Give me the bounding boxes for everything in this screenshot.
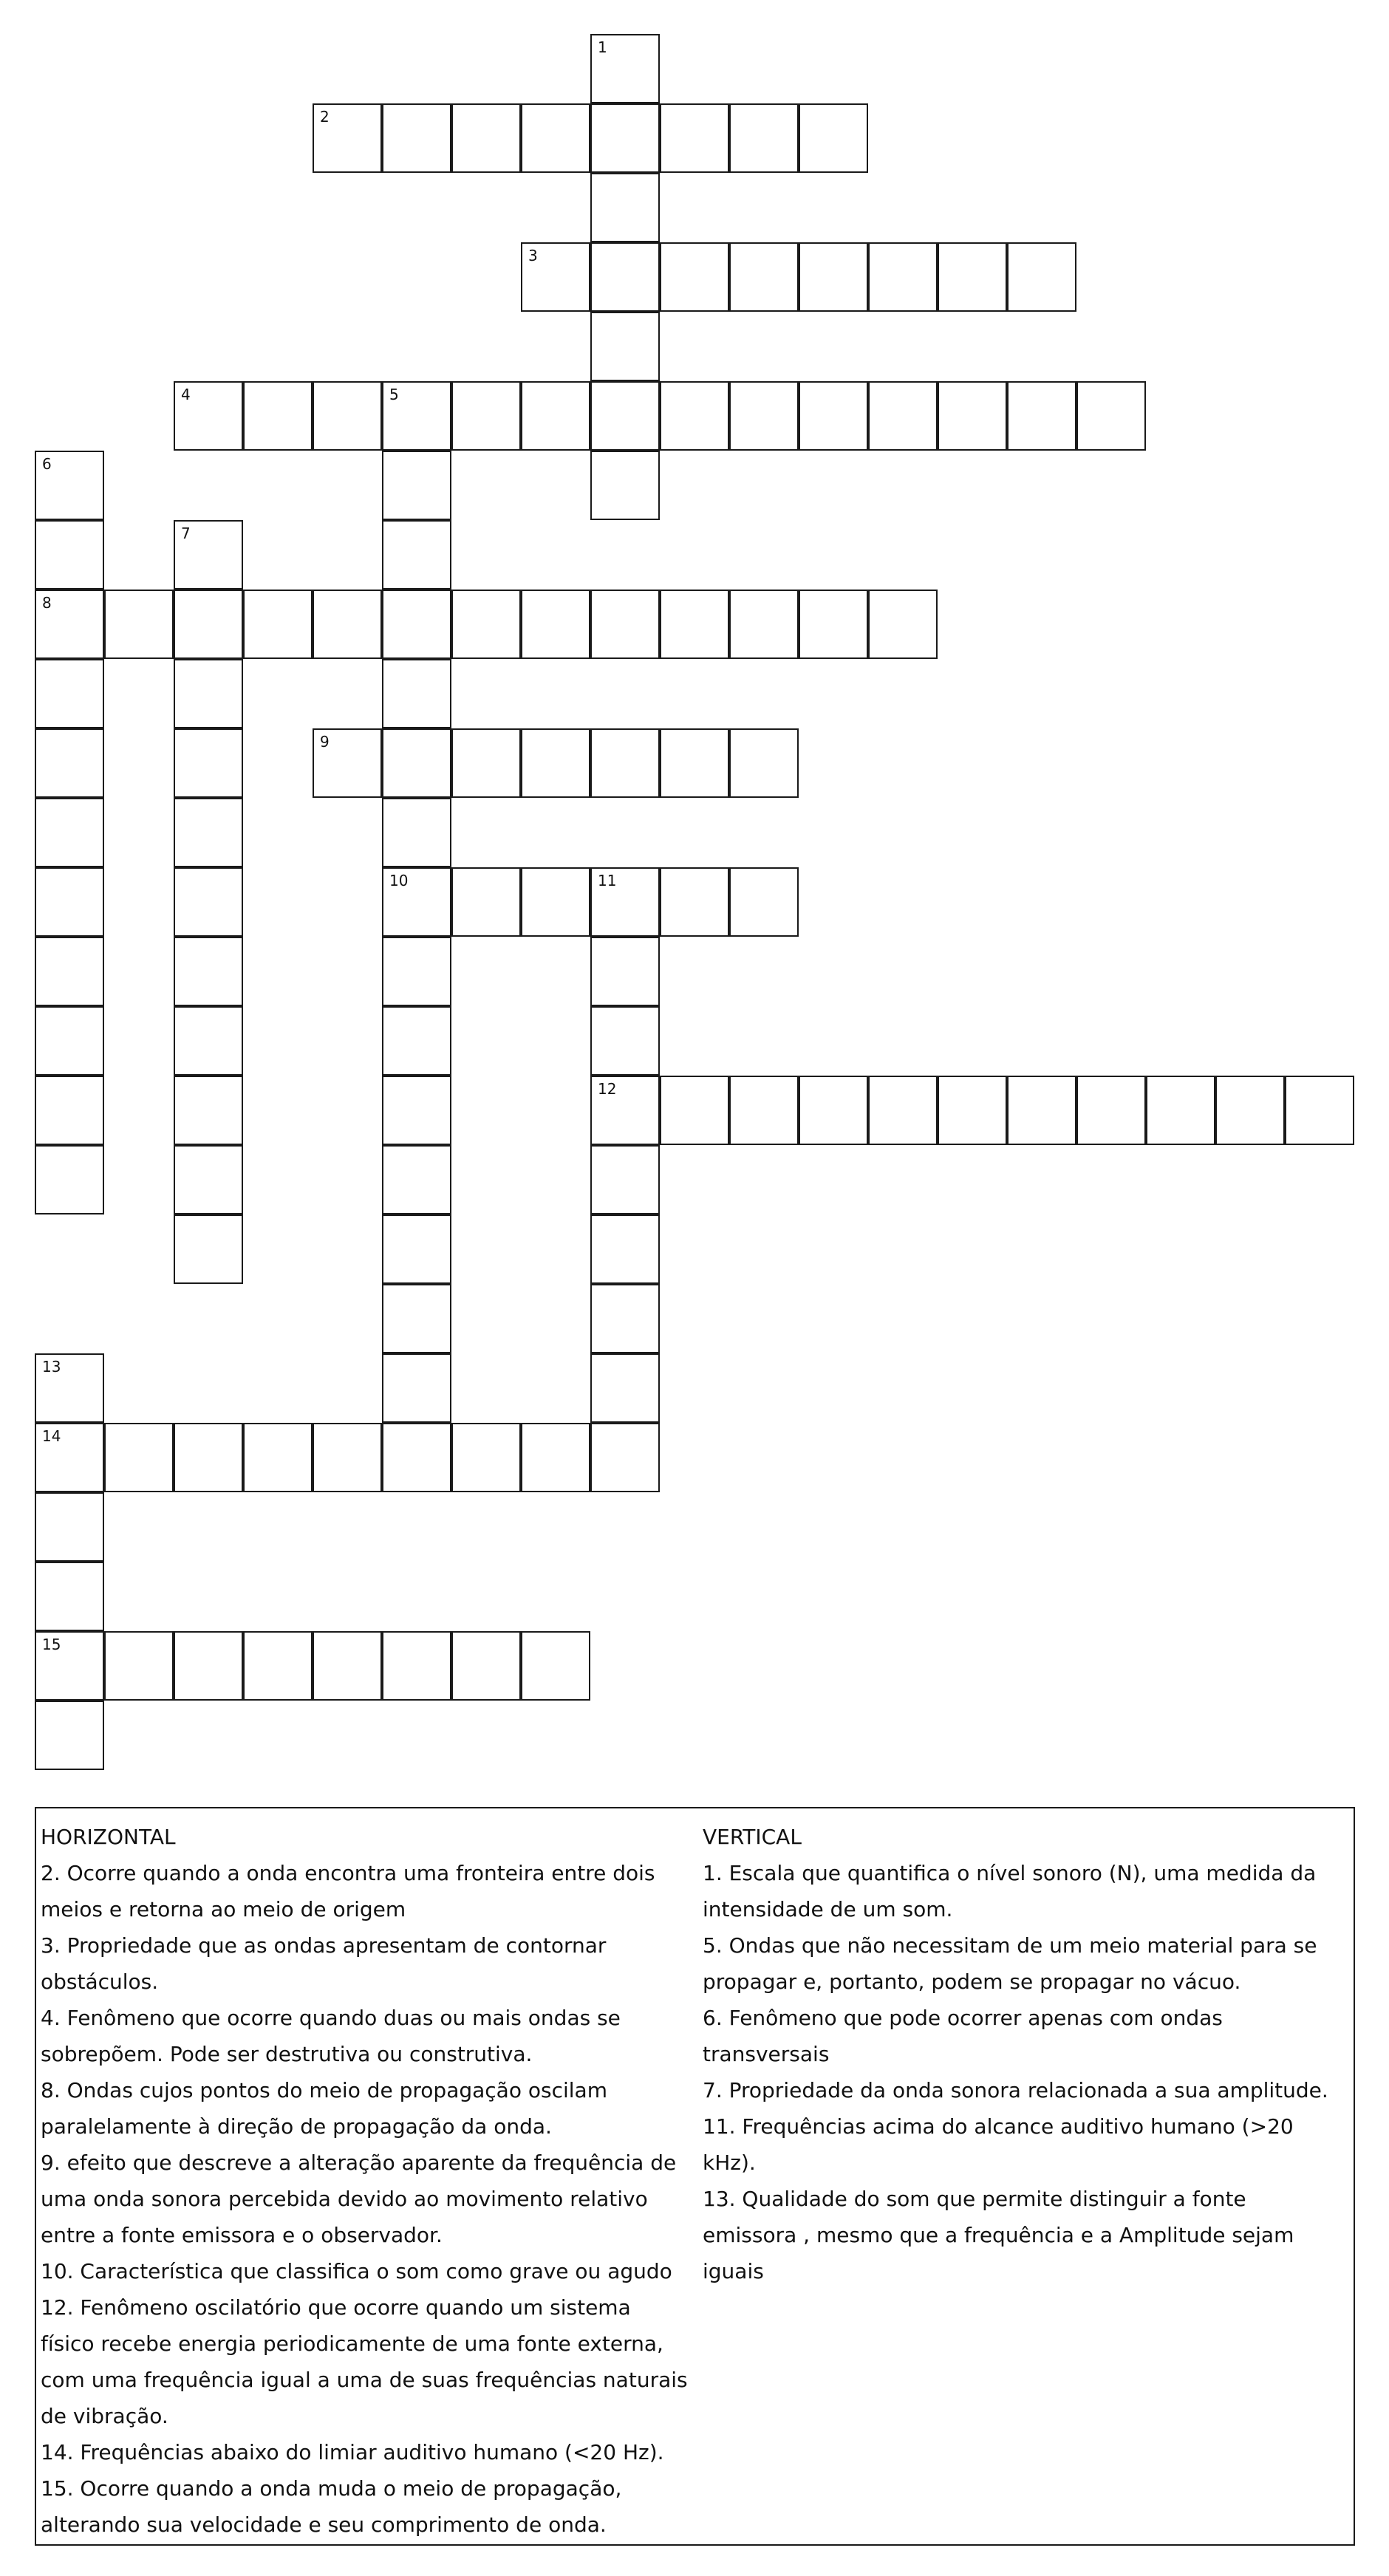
clue-item: 5. Ondas que não necessitam de um meio material para se propagar e, portanto, podem se propagar no vácuo. [703, 1933, 1317, 1994]
grid-cell[interactable] [590, 590, 660, 659]
grid-cell[interactable] [729, 728, 799, 798]
grid-cell[interactable] [451, 867, 521, 937]
grid-cell[interactable] [660, 103, 729, 173]
grid-cell[interactable] [313, 381, 382, 451]
grid-cell[interactable] [590, 242, 660, 312]
grid-cell[interactable] [35, 1145, 104, 1214]
grid-cell[interactable] [660, 590, 729, 659]
grid-cell[interactable] [799, 381, 868, 451]
clue-number: 6 [42, 455, 52, 473]
grid-cell[interactable] [1076, 1076, 1146, 1145]
clue-number: 3 [528, 247, 538, 264]
grid-cell[interactable] [660, 1076, 729, 1145]
grid-cell[interactable] [868, 1076, 938, 1145]
grid-cell[interactable] [1007, 1076, 1076, 1145]
grid-cell[interactable] [521, 242, 590, 312]
horizontal-clues [41, 1819, 691, 2543]
grid-cell[interactable] [1007, 381, 1076, 451]
grid-cell[interactable] [243, 1423, 313, 1492]
grid-cell[interactable] [174, 798, 243, 867]
grid-cell[interactable] [451, 590, 521, 659]
grid-cell[interactable] [104, 1631, 174, 1701]
clue-item: 3. Propriedade que as ondas apresentam de contornar obstáculos. [41, 1933, 607, 1994]
grid-cell[interactable] [521, 867, 590, 937]
grid-cell[interactable] [660, 867, 729, 937]
clue-item: 15. Ocorre quando a onda muda o meio de propagação, alterando sua velocidade e seu comprimento de onda. [41, 2476, 622, 2537]
grid-cell[interactable] [660, 242, 729, 312]
clues-box [35, 1807, 1355, 2546]
grid-cell[interactable] [729, 381, 799, 451]
grid-cell[interactable] [1146, 1076, 1215, 1145]
grid-cell[interactable] [660, 728, 729, 798]
grid-cell[interactable] [590, 1423, 660, 1492]
clue-number: 4 [181, 386, 191, 403]
clue-item: 9. efeito que descreve a alteração aparente da frequência de uma onda sonora percebida devido ao movimento relativo entre a fonte emissora e o observador. [41, 2150, 677, 2247]
grid-cell[interactable] [382, 1423, 451, 1492]
grid-cell[interactable] [382, 1145, 451, 1214]
grid-cell[interactable] [1076, 381, 1146, 451]
grid-cell[interactable] [590, 1006, 660, 1076]
grid-cell[interactable] [382, 103, 451, 173]
grid-cell[interactable] [590, 1076, 660, 1145]
grid-cell[interactable] [729, 242, 799, 312]
grid-cell[interactable] [521, 728, 590, 798]
clue-item: 13. Qualidade do som que permite distinguir a fonte emissora , mesmo que a frequência e a Amplitude sejam iguais [703, 2187, 1294, 2283]
clue-number: 9 [320, 733, 330, 751]
grid-cell[interactable] [590, 937, 660, 1006]
grid-cell[interactable] [243, 381, 313, 451]
clue-item: 11. Frequências acima do alcance auditivo humano (>20 kHz). [703, 2114, 1294, 2175]
grid-cell[interactable] [451, 381, 521, 451]
grid-cell[interactable] [382, 659, 451, 728]
grid-cell[interactable] [313, 103, 382, 173]
grid-cell[interactable] [313, 728, 382, 798]
grid-cell[interactable] [382, 1284, 451, 1353]
grid-cell[interactable] [382, 520, 451, 590]
clue-number: 13 [42, 1358, 61, 1376]
grid-cell[interactable] [590, 381, 660, 451]
grid-cell[interactable] [174, 1214, 243, 1284]
clue-number: 5 [389, 386, 399, 403]
grid-cell[interactable] [590, 867, 660, 937]
grid-cell[interactable] [35, 1076, 104, 1145]
grid-cell[interactable] [868, 381, 938, 451]
clue-number: 7 [181, 525, 191, 542]
grid-cell[interactable] [868, 242, 938, 312]
grid-cell[interactable] [382, 1076, 451, 1145]
clue-number: 2 [320, 108, 330, 126]
grid-cell[interactable] [174, 1076, 243, 1145]
horizontal-heading: HORIZONTAL [41, 1825, 176, 1849]
clue-item: 1. Escala que quantifica o nível sonoro (N), uma medida da intensidade de um som. [703, 1861, 1317, 1921]
grid-cell[interactable] [521, 590, 590, 659]
grid-cell[interactable] [729, 590, 799, 659]
grid-cell[interactable] [729, 103, 799, 173]
grid-cell[interactable] [313, 1423, 382, 1492]
grid-cell[interactable] [35, 1701, 104, 1770]
grid-cell[interactable] [174, 590, 243, 659]
grid-cell[interactable] [382, 937, 451, 1006]
grid-cell[interactable] [35, 798, 104, 867]
grid-cell[interactable] [104, 590, 174, 659]
grid-cell[interactable] [35, 1492, 104, 1562]
grid-cell[interactable] [174, 659, 243, 728]
grid-cell[interactable] [451, 1423, 521, 1492]
clue-item: 4. Fenômeno que ocorre quando duas ou mais ondas se sobrepõem. Pode ser destrutiva ou construtiva. [41, 2006, 621, 2066]
grid-cell[interactable] [174, 381, 243, 451]
grid-cell[interactable] [521, 381, 590, 451]
grid-cell[interactable] [590, 34, 660, 103]
grid-cell[interactable] [35, 1631, 104, 1701]
clue-number: 12 [598, 1080, 617, 1098]
grid-cell[interactable] [243, 590, 313, 659]
grid-cell[interactable] [590, 728, 660, 798]
clue-number: 14 [42, 1427, 61, 1445]
grid-cell[interactable] [35, 937, 104, 1006]
grid-cell[interactable] [590, 173, 660, 242]
grid-cell[interactable] [382, 451, 451, 520]
grid-cell[interactable] [799, 103, 868, 173]
grid-cell[interactable] [382, 1353, 451, 1423]
grid-cell[interactable] [382, 1214, 451, 1284]
grid-cell[interactable] [451, 103, 521, 173]
grid-cell[interactable] [243, 1631, 313, 1701]
grid-cell[interactable] [590, 312, 660, 381]
grid-cell[interactable] [1007, 242, 1076, 312]
grid-cell[interactable] [382, 798, 451, 867]
grid-cell[interactable] [174, 520, 243, 590]
grid-cell[interactable] [938, 1076, 1007, 1145]
grid-cell[interactable] [174, 1145, 243, 1214]
grid-cell[interactable] [174, 1006, 243, 1076]
grid-cell[interactable] [451, 728, 521, 798]
clue-item: 12. Fenômeno oscilatório que ocorre quando um sistema físico recebe energia periodicamente de uma fonte externa, com uma frequência igual a uma de suas frequências naturais de vibração. [41, 2295, 688, 2428]
grid-cell[interactable] [382, 1006, 451, 1076]
grid-cell[interactable] [174, 1631, 243, 1701]
grid-cell[interactable] [590, 451, 660, 520]
clue-item: 7. Propriedade da onda sonora relacionada a sua amplitude. [703, 2078, 1328, 2102]
grid-cell[interactable] [382, 1631, 451, 1701]
grid-cell[interactable] [35, 1006, 104, 1076]
clue-number: 1 [598, 38, 607, 56]
grid-cell[interactable] [590, 1145, 660, 1214]
grid-cell[interactable] [938, 242, 1007, 312]
grid-cell[interactable] [1285, 1076, 1354, 1145]
clue-number: 11 [598, 872, 617, 889]
grid-cell[interactable] [799, 590, 868, 659]
vertical-clues [703, 1819, 1345, 2289]
grid-cell[interactable] [35, 520, 104, 590]
clue-item: 6. Fenômeno que pode ocorrer apenas com ondas transversais [703, 2006, 1223, 2066]
grid-cell[interactable] [382, 590, 451, 659]
clue-item: 8. Ondas cujos pontos do meio de propagação oscilam paralelamente à direção de propagação da onda. [41, 2078, 607, 2139]
grid-cell[interactable] [1215, 1076, 1285, 1145]
clue-number: 10 [389, 872, 409, 889]
clue-number: 15 [42, 1636, 61, 1653]
grid-cell[interactable] [35, 728, 104, 798]
grid-cell[interactable] [174, 937, 243, 1006]
grid-cell[interactable] [35, 1423, 104, 1492]
grid-cell[interactable] [104, 1423, 174, 1492]
grid-cell[interactable] [590, 103, 660, 173]
grid-cell[interactable] [729, 1076, 799, 1145]
grid-cell[interactable] [590, 1353, 660, 1423]
grid-cell[interactable] [313, 590, 382, 659]
grid-cell[interactable] [174, 867, 243, 937]
grid-cell[interactable] [521, 1423, 590, 1492]
grid-cell[interactable] [521, 1631, 590, 1701]
grid-cell[interactable] [313, 1631, 382, 1701]
grid-cell[interactable] [660, 381, 729, 451]
grid-cell[interactable] [174, 728, 243, 798]
grid-cell[interactable] [382, 381, 451, 451]
grid-cell[interactable] [590, 1214, 660, 1284]
clue-item: 10. Característica que classifica o som como grave ou agudo [41, 2259, 672, 2283]
clue-number: 8 [42, 594, 52, 612]
grid-cell[interactable] [35, 590, 104, 659]
grid-cell[interactable] [35, 659, 104, 728]
grid-cell[interactable] [451, 1631, 521, 1701]
grid-cell[interactable] [799, 242, 868, 312]
grid-cell[interactable] [938, 381, 1007, 451]
grid-cell[interactable] [382, 867, 451, 937]
clue-item: 14. Frequências abaixo do limiar auditivo humano (<20 Hz). [41, 2440, 664, 2464]
vertical-heading: VERTICAL [703, 1825, 802, 1849]
grid-cell[interactable] [35, 867, 104, 937]
clue-item: 2. Ocorre quando a onda encontra uma fronteira entre dois meios e retorna ao meio de origem [41, 1861, 655, 1921]
grid-cell[interactable] [521, 103, 590, 173]
grid-cell[interactable] [382, 728, 451, 798]
grid-cell[interactable] [174, 1423, 243, 1492]
grid-cell[interactable] [35, 451, 104, 520]
grid-cell[interactable] [799, 1076, 868, 1145]
grid-cell[interactable] [868, 590, 938, 659]
grid-cell[interactable] [35, 1353, 104, 1423]
grid-cell[interactable] [729, 867, 799, 937]
grid-cell[interactable] [590, 1284, 660, 1353]
grid-cell[interactable] [35, 1562, 104, 1631]
